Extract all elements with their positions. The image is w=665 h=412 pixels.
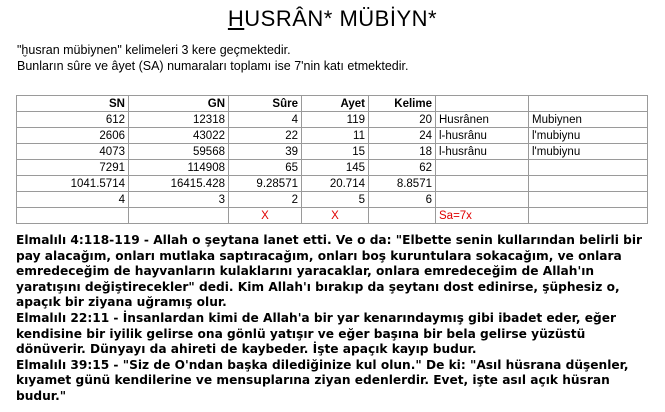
table-cell: l-husrânu bbox=[436, 128, 529, 144]
table-cell bbox=[529, 176, 648, 192]
table-cell: 2606 bbox=[17, 128, 129, 144]
table-cell: 3 bbox=[129, 192, 229, 208]
intro-line-2: Bunların sûre ve âyet (SA) numaraları toplamı ise 7'nin katı etmektedir. bbox=[17, 59, 409, 73]
sa-result-label: Sa=7x bbox=[436, 208, 529, 224]
header-ayet: Ayet bbox=[302, 96, 369, 112]
table-row-total bbox=[17, 160, 648, 176]
table-cell: 612 bbox=[17, 112, 129, 128]
table-cell bbox=[369, 208, 436, 224]
table-cell: Mubiynen bbox=[529, 112, 648, 128]
verse-paragraph bbox=[16, 233, 656, 311]
table-cell bbox=[529, 208, 648, 224]
header-sure: Sûre bbox=[229, 96, 302, 112]
table-cell: 15 bbox=[302, 144, 369, 160]
table-cell: 114908 bbox=[129, 160, 229, 176]
verse-text: - İnsanlardan kimi de Allah'a bir yar kenarındaymış gibi ibadet eder, eğer kendisine bir iyilik gelirse ona gönlü yatışır ve eğer başına bir bela gelirse yüzüstü dönüverir. Dünyayı da ahireti de kaybeder. İşte apaçık kayıp budur. bbox=[16, 310, 617, 357]
table-cell: 1041.5714 bbox=[17, 176, 129, 192]
table-cell: 9.28571 bbox=[229, 176, 302, 192]
data-table bbox=[16, 95, 648, 224]
table-cell: 5 bbox=[302, 192, 369, 208]
verse-text: - Allah o şeytana lanet etti. Ve o da: "Elbette senin kullarından belirli bir pay alacağım, onları mutlaka saptıracağım, onları boş kuruntulara sokacağım, ve onlara emredeceğim de hayvanların kulaklarını yaracaklar, onlara emredeceğim de Allah'ın yaratışını değiştirecekler" dedi. Kim Allah'ı bırakıp da şeytanı dost edinirse, şüphesiz o, apaçık bir ziyana uğramış olur. bbox=[16, 233, 643, 310]
table-cell: 59568 bbox=[129, 144, 229, 160]
table-cell: 24 bbox=[369, 128, 436, 144]
table-cell: 20.714 bbox=[302, 176, 369, 192]
table-cell bbox=[529, 192, 648, 208]
table-cell: 12318 bbox=[129, 112, 229, 128]
table-cell bbox=[436, 176, 529, 192]
verse-paragraph bbox=[16, 358, 656, 405]
verse-ref: Elmalılı 39:15 bbox=[16, 357, 110, 372]
title-rest: USRÂN* MÜBİYN* bbox=[244, 6, 438, 31]
header-gn: GN bbox=[129, 96, 229, 112]
header-blank-1 bbox=[436, 96, 529, 112]
table-cell: 119 bbox=[302, 112, 369, 128]
header-kelime: Kelime bbox=[369, 96, 436, 112]
x-mark-ayet: X bbox=[302, 208, 369, 224]
verse-ref: Elmalılı 22:11 bbox=[16, 310, 110, 325]
table-row bbox=[17, 112, 648, 128]
table-cell: 4 bbox=[17, 192, 129, 208]
header-sn: SN bbox=[17, 96, 129, 112]
verse-ref: Elmalılı 4:118-119 bbox=[16, 233, 140, 247]
title-first-letter: H bbox=[227, 6, 245, 31]
table-cell: 2 bbox=[229, 192, 302, 208]
table-cell: 39 bbox=[229, 144, 302, 160]
verses-block bbox=[16, 233, 656, 405]
table-row bbox=[17, 144, 648, 160]
table-row-division bbox=[17, 176, 648, 192]
table-cell: 65 bbox=[229, 160, 302, 176]
table-cell: 11 bbox=[302, 128, 369, 144]
table-cell: 16415.428 bbox=[129, 176, 229, 192]
intro-text bbox=[17, 42, 408, 74]
table-cell: 4073 bbox=[17, 144, 129, 160]
table-cell: 7291 bbox=[17, 160, 129, 176]
table-cell: l'mubiynu bbox=[529, 144, 648, 160]
table-row-remainder bbox=[17, 192, 648, 208]
table-row-marks bbox=[17, 208, 648, 224]
table-cell bbox=[436, 160, 529, 176]
table-cell: 8.8571 bbox=[369, 176, 436, 192]
table-cell: 145 bbox=[302, 160, 369, 176]
table-cell: 43022 bbox=[129, 128, 229, 144]
table-row bbox=[17, 128, 648, 144]
table-cell: 20 bbox=[369, 112, 436, 128]
intro-line-1: "ḫusran mübiynen" kelimeleri 3 kere geçmektedir. bbox=[17, 43, 291, 57]
table-header-row bbox=[17, 96, 648, 112]
table-cell: 62 bbox=[369, 160, 436, 176]
table-cell: 18 bbox=[369, 144, 436, 160]
table-cell bbox=[529, 160, 648, 176]
table-cell bbox=[129, 208, 229, 224]
verse-text: - "Siz de O'ndan başka dilediğinize kul olun." De ki: "Asıl hüsrana düşenler, kıyamet günü kendilerine ve mensuplarına ziyan edenlerdir. Evet, işte asıl açık hüsran budur." bbox=[16, 357, 629, 403]
table-cell bbox=[17, 208, 129, 224]
table-cell: l-husrânu bbox=[436, 144, 529, 160]
table-cell: l'mubiynu bbox=[529, 128, 648, 144]
verse-paragraph bbox=[16, 311, 656, 358]
page-title bbox=[0, 6, 665, 32]
table-cell: 4 bbox=[229, 112, 302, 128]
table-cell bbox=[436, 192, 529, 208]
x-mark-sure: X bbox=[229, 208, 302, 224]
table-cell: 22 bbox=[229, 128, 302, 144]
table-cell: 6 bbox=[369, 192, 436, 208]
table-cell: Husrânen bbox=[436, 112, 529, 128]
header-blank-2 bbox=[529, 96, 648, 112]
